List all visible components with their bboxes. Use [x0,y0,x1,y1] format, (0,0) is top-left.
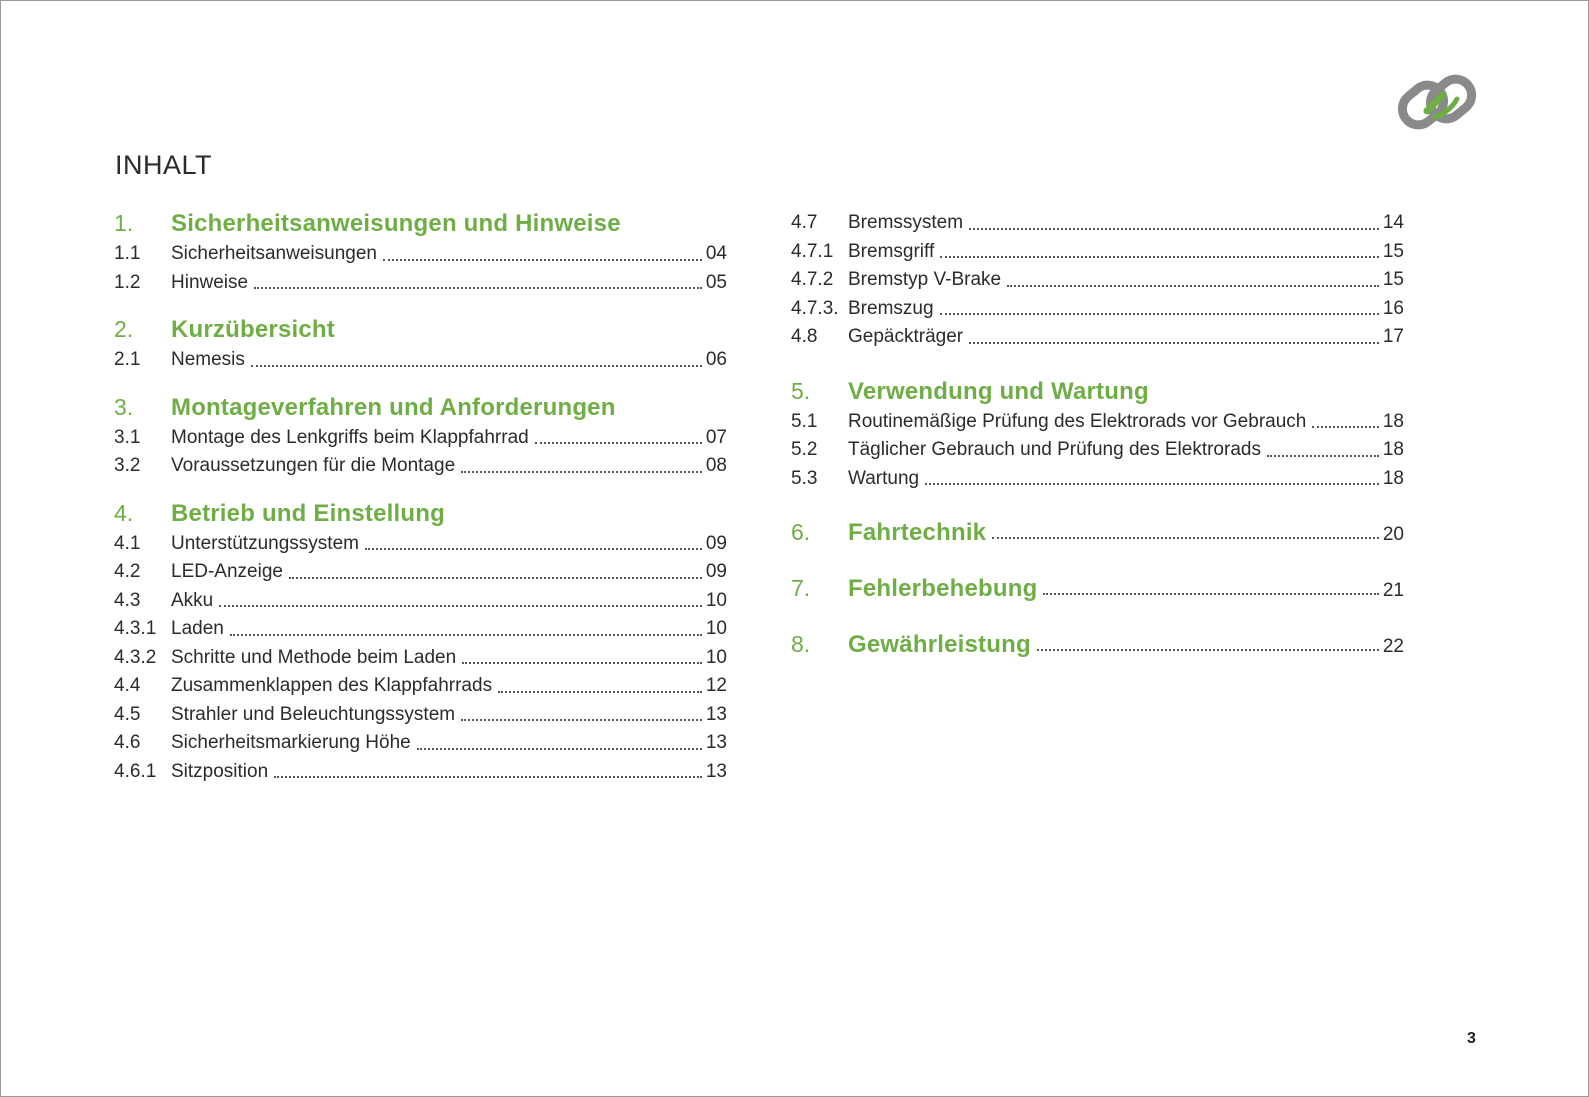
toc-entry[interactable] [114,530,727,559]
entry-number: 4.7.3. [791,297,839,319]
entry-page: 08 [705,455,727,476]
entry-label: Nemesis [171,349,245,370]
toc-heading[interactable] [114,390,727,424]
brand-logo-icon [1397,71,1479,133]
dot-leader [969,227,1379,230]
toc-section-1 [114,206,727,297]
toc-section-7 [791,571,1404,605]
dot-leader [274,775,702,778]
entry-page: 06 [705,349,727,370]
heading-number: 4. [114,499,134,526]
dot-leader [498,690,702,693]
toc-entry[interactable] [114,269,727,298]
entry-label: Routinemäßige Prüfung des Elektrorads vor Gebrauch [848,410,1307,432]
entry-number: 4.3.2 [114,646,157,668]
toc-section-5 [791,374,1404,494]
heading-number: 5. [791,377,811,404]
dot-leader [1037,648,1379,651]
entry-page: 13 [705,760,727,782]
toc-entry[interactable] [114,424,727,453]
entry-page: 17 [1382,326,1404,347]
dot-leader [365,547,702,550]
entry-number: 4.2 [114,561,141,582]
toc-entry[interactable] [114,452,727,481]
entry-number: 4.6.1 [114,760,157,782]
entry-page: 15 [1382,269,1404,290]
entry-label: Hinweise [171,271,249,293]
toc-heading[interactable] [114,312,727,346]
dot-leader [940,255,1379,258]
toc-section-3 [114,390,727,481]
entry-number: 4.7 [791,212,818,233]
dot-leader [462,661,702,664]
entry-page: 14 [1382,212,1404,233]
entry-label: Bremssystem [848,212,964,233]
toc-section-6 [791,515,1404,549]
entry-label: Laden [171,618,224,639]
heading-label: Verwendung und Wartung [848,377,1149,405]
entry-number: 4.1 [114,532,141,554]
toc-entry[interactable] [791,436,1404,465]
toc-section-4 [114,496,727,787]
heading-number: 3. [114,393,134,420]
dot-leader [1312,425,1379,428]
toc-heading[interactable] [114,206,727,240]
entry-label: Sicherheitsmarkierung Höhe [171,732,411,753]
entry-page: 04 [705,243,727,264]
dot-leader [969,341,1379,344]
entry-page: 18 [1382,410,1404,432]
toc-entry[interactable] [114,701,727,730]
dot-leader [417,747,702,750]
entry-label: Unterstützungssystem [171,532,359,554]
heading-page: 22 [1382,636,1404,657]
toc-entry[interactable] [114,644,727,673]
page-title: INHALT [115,150,213,180]
toc-entry[interactable] [791,408,1404,437]
entry-number: 4.7.1 [791,240,834,262]
entry-label: LED-Anzeige [171,561,283,582]
entry-number: 1.1 [114,243,141,264]
dot-leader [1043,592,1378,595]
entry-label: Bremszug [848,297,934,319]
entry-number: 5.1 [791,410,818,432]
entry-page: 09 [705,532,727,554]
entry-page: 18 [1382,467,1404,489]
dot-leader [940,312,1379,315]
dot-leader [461,470,702,473]
toc-entry[interactable] [114,672,727,701]
entry-label: Gepäckträger [848,326,964,347]
entry-number: 4.5 [114,703,141,725]
entry-page: 12 [705,675,727,696]
toc-entry[interactable] [791,323,1404,352]
heading-number: 8. [791,631,811,657]
toc-entry[interactable] [791,266,1404,295]
entry-label: Sicherheitsanweisungen [171,243,377,264]
entry-number: 5.3 [791,467,818,489]
entry-label: Sitzposition [171,760,269,782]
entry-label: Täglicher Gebrauch und Prüfung des Elektrorads [848,439,1261,460]
entry-page: 18 [1382,439,1404,460]
toc-section-4-continued [791,209,1404,352]
entry-page: 10 [705,618,727,639]
heading-number: 6. [791,519,811,545]
heading-label: Sicherheitsanweisungen und Hinweise [171,210,621,237]
entry-page: 07 [705,426,727,448]
entry-page: 16 [1382,297,1404,319]
entry-number: 4.7.2 [791,269,834,290]
entry-label: Akku [171,589,214,611]
entry-number: 4.3 [114,589,141,611]
dot-leader [251,364,702,367]
entry-page: 05 [705,271,727,293]
heading-label: Kurzübersicht [171,316,335,343]
heading-label: Betrieb und Einstellung [171,499,445,527]
toc-heading[interactable] [114,496,727,530]
dot-leader [219,604,702,607]
toc-entry[interactable] [114,558,727,587]
toc-entry[interactable] [791,295,1404,324]
toc-entry[interactable] [114,615,727,644]
heading-number: 2. [114,316,134,342]
entry-number: 3.2 [114,455,141,476]
entry-number: 4.6 [114,732,141,753]
entry-number: 2.1 [114,349,141,370]
entry-number: 4.3.1 [114,618,157,639]
entry-number: 4.8 [791,326,818,347]
entry-number: 3.1 [114,426,141,448]
toc-left-column [114,206,727,801]
entry-label: Wartung [848,467,920,489]
heading-number: 7. [791,575,811,601]
heading-label: Fehlerbehebung [848,575,1038,602]
dot-leader [461,718,702,721]
entry-page: 13 [705,732,727,753]
entry-number: 1.2 [114,271,141,293]
heading-label: Gewährleistung [848,631,1031,658]
dot-leader [535,441,702,444]
toc-entry[interactable] [114,587,727,616]
dot-leader [289,576,702,579]
entry-page: 10 [705,589,727,611]
heading-page: 21 [1382,580,1404,601]
toc-entry[interactable] [114,346,727,375]
toc-entry[interactable] [791,238,1404,267]
dot-leader [925,482,1379,485]
toc-section-8 [791,627,1404,661]
entry-label: Strahler und Beleuchtungssystem [171,703,456,725]
toc-entry[interactable] [791,209,1404,238]
entry-number: 4.4 [114,675,141,696]
heading-label: Montageverfahren und Anforderungen [171,393,616,421]
toc-heading[interactable] [791,515,1404,549]
entry-label: Schritte und Methode beim Laden [171,646,457,668]
entry-page: 10 [705,646,727,668]
dot-leader [230,633,702,636]
entry-label: Voraussetzungen für die Montage [171,455,456,476]
heading-label: Fahrtechnik [848,519,987,546]
toc-heading[interactable] [791,374,1404,408]
dot-leader [254,286,702,289]
toc-entry[interactable] [114,240,727,269]
heading-number: 1. [114,210,134,236]
entry-page: 13 [705,703,727,725]
entry-label: Bremstyp V-Brake [848,269,1002,290]
entry-page: 15 [1382,240,1404,262]
dot-leader [1007,284,1379,287]
dot-leader [992,536,1379,539]
entry-number: 5.2 [791,439,818,460]
toc-right-column [791,206,1404,676]
toc-heading[interactable] [791,627,1404,661]
dot-leader [383,258,702,261]
toc-heading[interactable] [791,571,1404,605]
heading-page: 20 [1382,524,1404,545]
entry-label: Bremsgriff [848,240,935,262]
entry-page: 09 [705,561,727,582]
toc-entry[interactable] [114,729,727,758]
entry-label: Zusammenklappen des Klappfahrrads [171,675,493,696]
toc-entry[interactable] [114,758,727,787]
toc-entry[interactable] [791,465,1404,494]
page-number: 3 [1467,1030,1476,1047]
entry-label: Montage des Lenkgriffs beim Klappfahrrad [171,426,529,448]
dot-leader [1267,454,1379,457]
toc-section-2 [114,312,727,375]
